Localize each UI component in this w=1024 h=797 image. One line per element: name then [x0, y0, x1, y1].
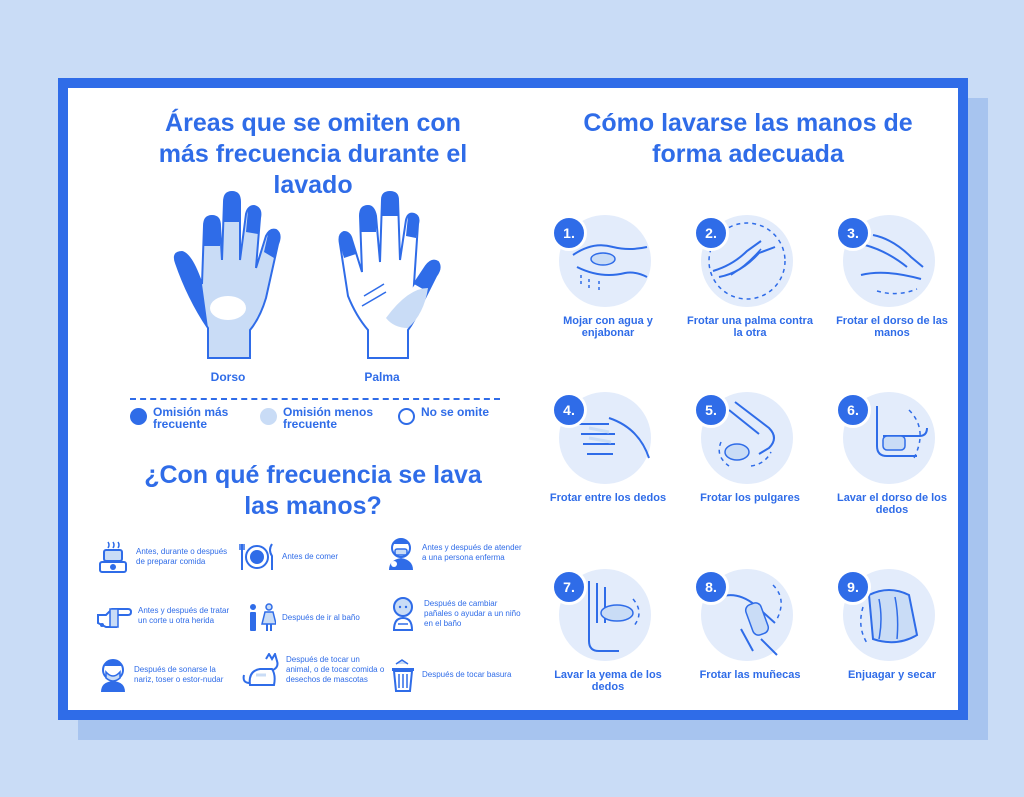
step-3-number: 3. — [835, 215, 871, 251]
step-8-number: 8. — [693, 569, 729, 605]
freq-text-baby: Después de cambiar pañales o ayudar a un niño en el baño — [424, 599, 521, 628]
step-9-number: 9. — [835, 569, 871, 605]
freq-item-trash — [390, 658, 522, 692]
infographic-card — [58, 78, 968, 720]
legend-divider — [130, 398, 500, 400]
hand-palm-illustration — [328, 188, 448, 363]
hand-back-label: Dorso — [210, 370, 246, 384]
legend-item-less — [260, 406, 379, 430]
step-2-number: 2. — [693, 215, 729, 251]
step-6-label: Lavar el dorso de los dedos — [836, 492, 948, 516]
step-5-label: Frotar los pulgares — [700, 492, 800, 504]
restroom-icon — [246, 603, 276, 633]
step-3-label: Frotar el dorso de las manos — [836, 315, 948, 339]
freq-text-caregiver: Antes y después de atender a una persona enferma — [422, 543, 522, 562]
step-1-label: Mojar con agua y enjabonar — [563, 315, 653, 339]
trash-can-icon — [390, 658, 416, 692]
step-1-number: 1. — [551, 215, 587, 251]
legend-dot-none — [398, 408, 415, 425]
steps-title: Cómo lavarse las manos de forma adecuada — [583, 109, 913, 168]
freq-text-restroom: Después de ir al baño — [282, 613, 360, 622]
legend-dot-most — [130, 408, 147, 425]
step-6-number: 6. — [835, 392, 871, 428]
freq-item-restroom — [246, 603, 372, 633]
legend-item-most — [130, 406, 237, 430]
freq-item-eating — [238, 540, 372, 574]
freq-item-pet — [242, 653, 386, 687]
step-4-label: Frotar entre los dedos — [549, 492, 667, 504]
step-9-label: Enjuagar y secar — [847, 669, 937, 681]
baby-icon — [388, 596, 418, 632]
bandaged-hand-icon — [96, 601, 132, 631]
cooking-pot-icon — [96, 540, 130, 574]
legend-label-less: Omisión menos frecuente — [283, 405, 374, 431]
freq-text-sneeze: Después de sonarse la nariz, toser o estor-nudar — [134, 665, 224, 684]
freq-text-wound: Antes y después de tratar un corte u otra herida — [138, 606, 230, 625]
freq-item-sneeze — [98, 658, 234, 692]
legend-label-none: No se omite — [421, 405, 490, 419]
step-7-label: Lavar la yema de los dedos — [554, 669, 662, 693]
freq-item-cooking — [96, 540, 236, 574]
step-2-label: Frotar una palma contra la otra — [687, 315, 813, 339]
frequency-title: ¿Con qué frecuencia se lava las manos? — [144, 461, 482, 520]
step-4-number: 4. — [551, 392, 587, 428]
plate-cutlery-icon — [238, 540, 276, 574]
freq-text-trash: Después de tocar basura — [422, 670, 512, 679]
freq-text-cooking: Antes, durante o después de preparar comida — [136, 547, 228, 566]
caregiver-icon — [386, 536, 416, 570]
hand-back-illustration — [168, 188, 288, 363]
step-7-number: 7. — [551, 569, 587, 605]
hand-palm-label: Palma — [364, 370, 400, 384]
step-5-number: 5. — [693, 392, 729, 428]
cat-icon — [242, 653, 280, 687]
legend-dot-less — [260, 408, 277, 425]
freq-item-caregiver — [386, 536, 522, 570]
freq-item-wound — [96, 601, 238, 631]
freq-text-eating: Antes de comer — [282, 552, 339, 561]
legend-item-none — [398, 406, 505, 425]
legend-label-most: Omisión más frecuente — [153, 405, 229, 431]
missed-areas-title: Áreas que se omiten con más frecuencia durante el lavado — [158, 109, 468, 199]
freq-item-baby — [388, 596, 524, 632]
step-8-label: Frotar las muñecas — [699, 669, 801, 681]
sneeze-icon — [98, 658, 128, 692]
freq-text-pet: Después de tocar un animal, o de tocar comida o desechos de mascotas — [286, 655, 385, 684]
